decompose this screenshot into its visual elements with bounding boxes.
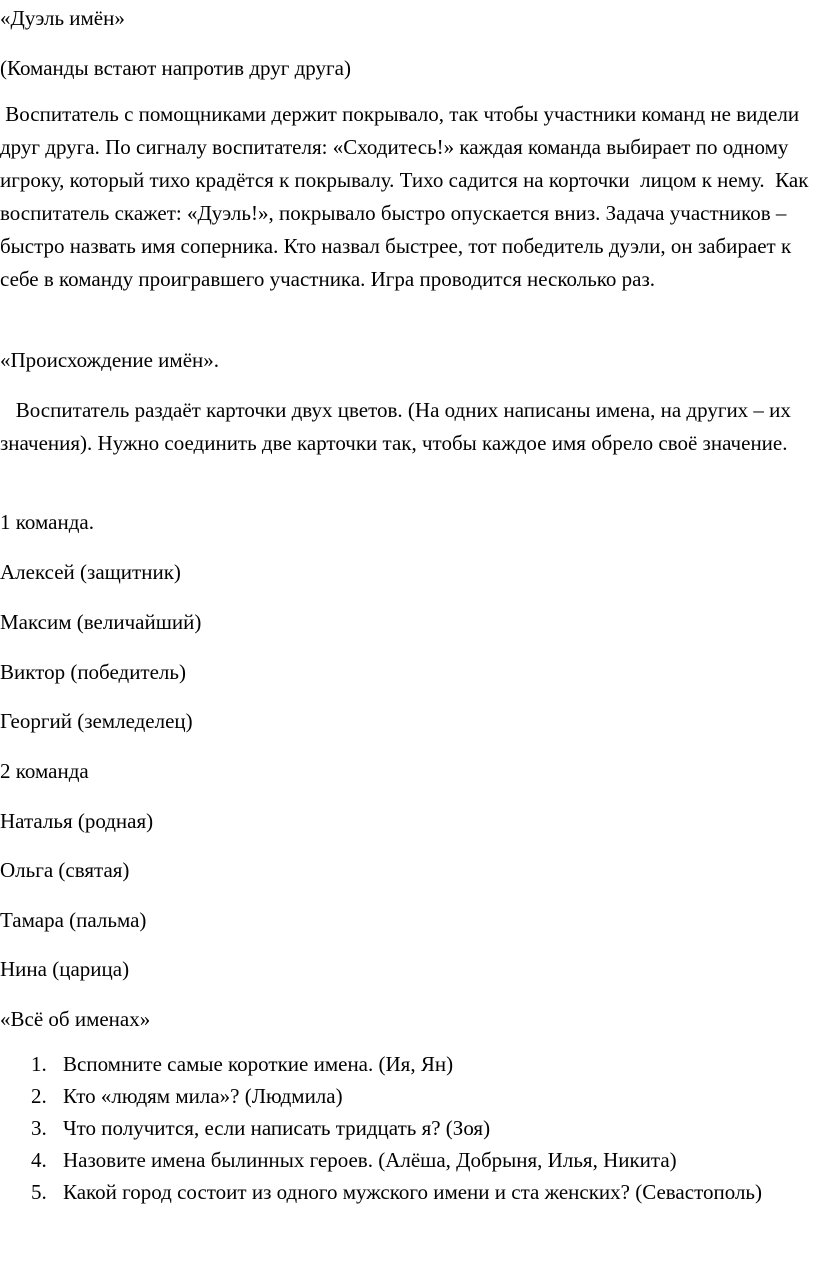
list-item (0, 1176, 816, 1208)
list-item-number: 1. (31, 1052, 47, 1076)
list-item-text: Вспомните самые короткие имена. (Ия, Ян) (63, 1052, 454, 1076)
game1-title: «Дуэль имён» (0, 6, 125, 30)
list-item-text: Назовите имена былинных героев. (Алёша, Добрыня, Илья, Никита) (63, 1148, 677, 1172)
list-item-number: 2. (31, 1084, 47, 1108)
list-item (0, 1112, 816, 1144)
list-item-text: Кто «людям мила»? (Людмила) (63, 1084, 343, 1108)
list-item-number: 5. (31, 1180, 47, 1204)
list-item-text: Какой город состоит из одного мужского имени и ста женских? (Севастополь) (63, 1180, 762, 1204)
list-item (0, 1080, 816, 1112)
team1-name-item: Виктор (победитель) (0, 660, 186, 684)
game3-title: «Всё об именах» (0, 1007, 151, 1031)
list-item (0, 1048, 816, 1080)
game1-setup: (Команды встают напротив друг друга) (0, 56, 351, 80)
game1-description: Воспитатель с помощниками держит покрывало, так чтобы участники команд не видели друг друга. По сигналу воспитателя: «Сходитесь!» каждая команда выбирает по одному игроку, который тихо крадётся к покрывалу. Тихо садится на корточки лицом к нему. Как воспитатель скажет: «Дуэль!», покрывало быстро опускается вниз. Задача участников – быстро назвать имя соперника. Кто назвал быстрее, тот победитель дуэли, он забирает к себе в команду проигравшего участника. Игра проводится несколько раз. (0, 102, 814, 291)
team1-label: 1 команда. (0, 510, 94, 534)
team1-name-item: Георгий (земледелец) (0, 709, 193, 733)
game2-description: Воспитатель раздаёт карточки двух цветов. (На одних написаны имена, на других – их значения). Нужно соединить две карточки так, чтобы каждое имя обрело своё значение. (0, 398, 797, 455)
list-item (0, 1144, 816, 1176)
list-item-number: 4. (31, 1148, 47, 1172)
game2-title: «Происхождение имён». (0, 348, 220, 372)
team2-name-item: Нина (царица) (0, 957, 130, 981)
team2-name-item: Тамара (пальма) (0, 908, 147, 932)
team2-name-item: Ольга (святая) (0, 858, 130, 882)
team1-name-item: Максим (величайший) (0, 610, 202, 634)
team1-name-item: Алексей (защитник) (0, 560, 181, 584)
list-item-number: 3. (31, 1116, 47, 1140)
team2-label: 2 команда (0, 759, 89, 783)
team2-name-item: Наталья (родная) (0, 809, 154, 833)
questions-list (0, 1048, 816, 1208)
list-item-text: Что получится, если написать тридцать я? (Зоя) (63, 1116, 491, 1140)
